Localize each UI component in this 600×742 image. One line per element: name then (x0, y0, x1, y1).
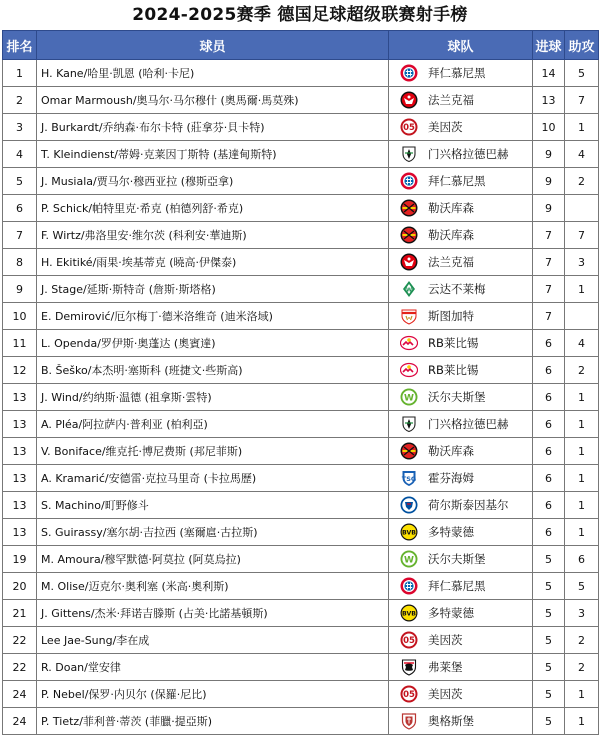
player-cell: R. Doan/堂安律 (37, 654, 389, 681)
svg-text:05: 05 (403, 690, 415, 701)
rank-cell: 22 (3, 627, 37, 654)
rank-cell: 13 (3, 519, 37, 546)
player-cell: H. Ekitiké/雨果·埃基蒂克 (曉高·伊傑泰) (37, 249, 389, 276)
dortmund-club-logo-icon (400, 523, 418, 541)
goals-cell: 6 (533, 384, 565, 411)
goals-cell: 6 (533, 438, 565, 465)
team-cell (389, 87, 533, 114)
team-name: 拜仁慕尼黑 (428, 579, 486, 593)
player-cell: H. Kane/哈里·凯恩 (哈利·卡尼) (37, 60, 389, 87)
frankfurt-club-logo-icon (400, 91, 418, 109)
rank-cell: 7 (3, 222, 37, 249)
player-cell: A. Kramarić/安德雷·克拉马里奇 (卡拉馬歷) (37, 465, 389, 492)
team-name: 多特蒙德 (428, 525, 474, 539)
goals-cell: 5 (533, 654, 565, 681)
player-cell: T. Kleindienst/蒂姆·克莱因丁斯特 (基達甸斯特) (37, 141, 389, 168)
player-cell: J. Gittens/杰米·拜诺吉滕斯 (占美·比諾基頓斯) (37, 600, 389, 627)
team-name: 霍芬海姆 (428, 471, 474, 485)
rank-cell: 21 (3, 600, 37, 627)
assists-cell: 3 (565, 600, 599, 627)
table-row (3, 465, 599, 492)
goals-cell: 7 (533, 276, 565, 303)
team-cell (389, 168, 533, 195)
assists-cell: 1 (565, 519, 599, 546)
player-cell: M. Olise/迈克尔·奥利塞 (米高·奧利斯) (37, 573, 389, 600)
team-cell (389, 60, 533, 87)
team-name: RB莱比锡 (428, 336, 479, 350)
team-cell (389, 384, 533, 411)
team-cell (389, 276, 533, 303)
mainz-club-logo-icon (400, 118, 418, 136)
rank-cell: 13 (3, 384, 37, 411)
header-rank: 排名 (3, 31, 37, 60)
svg-text:TSG: TSG (401, 475, 417, 483)
team-name: 法兰克福 (428, 93, 474, 107)
team-cell (389, 519, 533, 546)
player-cell: P. Nebel/保罗·内贝尔 (保羅·尼比) (37, 681, 389, 708)
rank-cell: 9 (3, 276, 37, 303)
rank-cell: 13 (3, 411, 37, 438)
table-row (3, 195, 599, 222)
team-name: 沃尔夫斯堡 (428, 390, 486, 404)
table-row (3, 357, 599, 384)
goals-cell: 9 (533, 168, 565, 195)
goals-cell: 14 (533, 60, 565, 87)
table-row (3, 411, 599, 438)
team-name: 勒沃库森 (428, 444, 474, 458)
team-cell (389, 492, 533, 519)
header-assists: 助攻 (565, 31, 599, 60)
team-name: 拜仁慕尼黑 (428, 174, 486, 188)
team-cell (389, 708, 533, 735)
gladbach-club-logo-icon (400, 415, 418, 433)
team-name: 多特蒙德 (428, 606, 474, 620)
team-name: 美因茨 (428, 687, 463, 701)
scorers-table (2, 30, 599, 735)
team-name: 荷尔斯泰因基尔 (428, 498, 509, 512)
wolfsburg-club-logo-icon (400, 550, 418, 568)
table-row (3, 303, 599, 330)
assists-cell: 7 (565, 87, 599, 114)
team-name: 门兴格拉德巴赫 (428, 417, 509, 431)
rank-cell: 3 (3, 114, 37, 141)
assists-cell: 1 (565, 276, 599, 303)
player-cell: P. Tietz/菲利普·蒂茨 (菲臘·提亞斯) (37, 708, 389, 735)
svg-text:BVB: BVB (402, 610, 416, 618)
assists-cell: 5 (565, 573, 599, 600)
table-row (3, 384, 599, 411)
goals-cell: 5 (533, 546, 565, 573)
team-name: 拜仁慕尼黑 (428, 66, 486, 80)
table-body (3, 60, 599, 735)
rank-cell: 24 (3, 681, 37, 708)
goals-cell: 5 (533, 708, 565, 735)
rank-cell: 12 (3, 357, 37, 384)
goals-cell: 5 (533, 681, 565, 708)
player-cell: L. Openda/罗伊斯·奥蓬达 (奧賓達) (37, 330, 389, 357)
team-name: 门兴格拉德巴赫 (428, 147, 509, 161)
bayern-club-logo-icon (400, 64, 418, 82)
team-cell (389, 438, 533, 465)
assists-cell: 1 (565, 114, 599, 141)
rank-cell: 22 (3, 654, 37, 681)
goals-cell: 10 (533, 114, 565, 141)
team-cell (389, 600, 533, 627)
team-name: 奥格斯堡 (428, 714, 474, 728)
team-name: 美因茨 (428, 633, 463, 647)
team-cell (389, 573, 533, 600)
player-cell: E. Demirović/厄尔梅丁·德米洛维奇 (迪米洛域) (37, 303, 389, 330)
table-row (3, 681, 599, 708)
svg-text:05: 05 (403, 636, 415, 647)
leverkusen-club-logo-icon (400, 199, 418, 217)
table-row (3, 87, 599, 114)
team-name: 斯图加特 (428, 309, 474, 323)
team-cell (389, 114, 533, 141)
team-cell (389, 681, 533, 708)
goals-cell: 6 (533, 465, 565, 492)
table-row (3, 600, 599, 627)
team-cell (389, 465, 533, 492)
assists-cell: 5 (565, 60, 599, 87)
table-row (3, 546, 599, 573)
team-name: 勒沃库森 (428, 228, 474, 242)
goals-cell: 9 (533, 195, 565, 222)
team-cell (389, 411, 533, 438)
assists-cell: 4 (565, 330, 599, 357)
goals-cell: 5 (533, 627, 565, 654)
team-name: 云达不莱梅 (428, 282, 486, 296)
table-row (3, 627, 599, 654)
mainz-club-logo-icon (400, 631, 418, 649)
team-cell (389, 330, 533, 357)
player-cell: B. Šeško/本杰明·塞斯科 (班捷文·些斯高) (37, 357, 389, 384)
rank-cell: 1 (3, 60, 37, 87)
goals-cell: 6 (533, 519, 565, 546)
rank-cell: 13 (3, 465, 37, 492)
rank-cell: 19 (3, 546, 37, 573)
player-cell: S. Machino/町野修斗 (37, 492, 389, 519)
goals-cell: 7 (533, 222, 565, 249)
team-cell (389, 546, 533, 573)
assists-cell: 1 (565, 438, 599, 465)
freiburg-club-logo-icon (400, 658, 418, 676)
bayern-club-logo-icon (400, 172, 418, 190)
table-row (3, 438, 599, 465)
assists-cell: 2 (565, 654, 599, 681)
assists-cell: 2 (565, 357, 599, 384)
dortmund-club-logo-icon (400, 604, 418, 622)
table-row (3, 654, 599, 681)
page-title: 2024-2025赛季 德国足球超级联赛射手榜 (132, 5, 468, 25)
goals-cell: 13 (533, 87, 565, 114)
mainz-club-logo-icon (400, 685, 418, 703)
goals-cell: 6 (533, 357, 565, 384)
assists-cell (565, 303, 599, 330)
goals-cell: 7 (533, 303, 565, 330)
team-name: 弗莱堡 (428, 660, 463, 674)
leipzig-club-logo-icon (400, 334, 418, 352)
goals-cell: 7 (533, 249, 565, 276)
rank-cell: 13 (3, 492, 37, 519)
team-name: 法兰克福 (428, 255, 474, 269)
team-name: 美因茨 (428, 120, 463, 134)
table-row (3, 573, 599, 600)
goals-cell: 6 (533, 411, 565, 438)
table-row (3, 222, 599, 249)
assists-cell: 3 (565, 249, 599, 276)
team-cell (389, 303, 533, 330)
assists-cell: 1 (565, 384, 599, 411)
team-name: 沃尔夫斯堡 (428, 552, 486, 566)
assists-cell: 1 (565, 492, 599, 519)
table-row (3, 168, 599, 195)
assists-cell (565, 195, 599, 222)
assists-cell: 1 (565, 708, 599, 735)
leverkusen-club-logo-icon (400, 442, 418, 460)
team-name: 勒沃库森 (428, 201, 474, 215)
team-cell (389, 222, 533, 249)
player-cell: J. Musiala/贾马尔·穆西亚拉 (穆斯亞拿) (37, 168, 389, 195)
goals-cell: 5 (533, 600, 565, 627)
kiel-club-logo-icon (400, 496, 418, 514)
team-cell (389, 195, 533, 222)
team-name: RB莱比锡 (428, 363, 479, 377)
table-row (3, 519, 599, 546)
header-player: 球员 (37, 31, 389, 60)
rank-cell: 4 (3, 141, 37, 168)
table-row (3, 60, 599, 87)
player-cell: P. Schick/帕特里克·希克 (柏德列舒·希克) (37, 195, 389, 222)
rank-cell: 10 (3, 303, 37, 330)
augsburg-club-logo-icon (400, 712, 418, 730)
wolfsburg-club-logo-icon (400, 388, 418, 406)
assists-cell: 7 (565, 222, 599, 249)
bremen-club-logo-icon (400, 280, 418, 298)
assists-cell: 1 (565, 465, 599, 492)
rank-cell: 5 (3, 168, 37, 195)
assists-cell: 2 (565, 168, 599, 195)
table-row (3, 141, 599, 168)
rank-cell: 11 (3, 330, 37, 357)
bayern-club-logo-icon (400, 577, 418, 595)
goals-cell: 5 (533, 573, 565, 600)
table-row (3, 114, 599, 141)
player-cell: J. Stage/延斯·斯特奇 (詹斯·斯塔格) (37, 276, 389, 303)
table-row (3, 708, 599, 735)
stuttgart-club-logo-icon (400, 307, 418, 325)
player-cell: F. Wirtz/弗洛里安·维尔茨 (科利安·華迪斯) (37, 222, 389, 249)
leverkusen-club-logo-icon (400, 226, 418, 244)
assists-cell: 6 (565, 546, 599, 573)
player-cell: V. Boniface/维克托·博尼费斯 (邦尼菲斯) (37, 438, 389, 465)
table-row (3, 330, 599, 357)
player-cell: J. Burkardt/乔纳森·布尔卡特 (莊拿芬·貝卡特) (37, 114, 389, 141)
svg-text:W: W (404, 393, 414, 404)
player-cell: Omar Marmoush/奥马尔·马尔穆什 (奧馬爾·馬莫殊) (37, 87, 389, 114)
rank-cell: 2 (3, 87, 37, 114)
team-cell (389, 357, 533, 384)
rank-cell: 24 (3, 708, 37, 735)
team-cell (389, 249, 533, 276)
assists-cell: 1 (565, 411, 599, 438)
team-cell (389, 141, 533, 168)
assists-cell: 1 (565, 681, 599, 708)
svg-text:BVB: BVB (402, 529, 416, 537)
player-cell: A. Pléa/阿拉萨内·普利亚 (柏利亞) (37, 411, 389, 438)
table-row (3, 249, 599, 276)
rank-cell: 6 (3, 195, 37, 222)
header-goals: 进球 (533, 31, 565, 60)
player-cell: S. Guirassy/塞尔胡·吉拉西 (塞爾扈·古拉斯) (37, 519, 389, 546)
player-cell: M. Amoura/穆罕默德·阿莫拉 (阿莫烏拉) (37, 546, 389, 573)
leipzig-club-logo-icon (400, 361, 418, 379)
player-cell: Lee Jae-Sung/李在成 (37, 627, 389, 654)
header-team: 球队 (389, 31, 533, 60)
hoffenheim-club-logo-icon (400, 469, 418, 487)
svg-text:W: W (405, 287, 413, 294)
goals-cell: 6 (533, 330, 565, 357)
rank-cell: 13 (3, 438, 37, 465)
goals-cell: 9 (533, 141, 565, 168)
svg-text:05: 05 (403, 123, 415, 134)
rank-cell: 20 (3, 573, 37, 600)
team-cell (389, 627, 533, 654)
table-header-row (3, 31, 599, 60)
rank-cell: 8 (3, 249, 37, 276)
svg-text:W: W (404, 555, 414, 566)
assists-cell: 4 (565, 141, 599, 168)
gladbach-club-logo-icon (400, 145, 418, 163)
goals-cell: 6 (533, 492, 565, 519)
table-row (3, 492, 599, 519)
assists-cell: 2 (565, 627, 599, 654)
player-cell: J. Wind/约纳斯·温德 (祖拿斯·雲特) (37, 384, 389, 411)
table-row (3, 276, 599, 303)
team-cell (389, 654, 533, 681)
frankfurt-club-logo-icon (400, 253, 418, 271)
